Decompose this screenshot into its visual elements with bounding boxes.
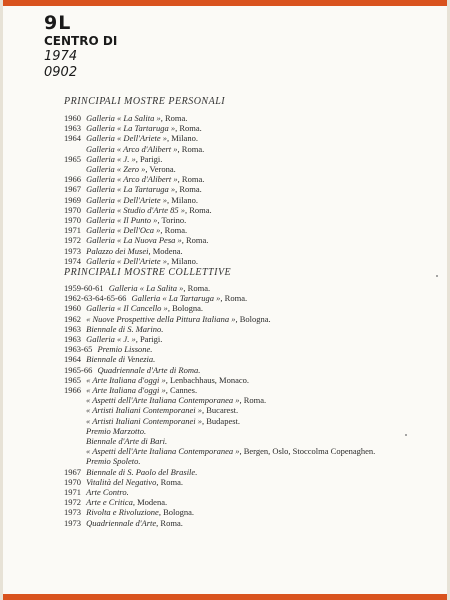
entry-year: 1970	[64, 204, 81, 215]
entry-venue: Arte e Critica	[86, 497, 133, 508]
exhibition-entry	[64, 113, 212, 123]
exhibition-entry	[64, 426, 375, 436]
entry-venue: Galleria « La Tartaruga »	[86, 184, 176, 195]
exhibition-entry	[64, 164, 212, 174]
entry-venue: Vitalità del Negativo	[86, 476, 157, 487]
entry-city: , Verona.	[145, 164, 176, 175]
exhibition-entry	[64, 518, 375, 528]
entry-city: , Milano.	[167, 255, 198, 266]
exhibition-entry	[64, 395, 375, 405]
entry-city: , Roma.	[160, 113, 188, 123]
exhibition-entry	[64, 497, 375, 507]
exhibition-entry	[64, 334, 375, 344]
entry-city: , Torino.	[157, 215, 187, 226]
entry-city: , Roma.	[175, 123, 202, 134]
entry-venue: Premio Spoleto.	[86, 456, 141, 467]
exhibition-entry	[64, 385, 375, 395]
entry-city: , Roma.	[177, 174, 205, 185]
entry-year: 1973	[64, 245, 81, 256]
entry-city: , Roma.	[220, 293, 248, 304]
entry-city: , Bucarest.	[202, 405, 239, 416]
entry-city: , Roma.	[156, 476, 184, 487]
exhibition-entry	[64, 324, 375, 334]
entry-year: 1971	[64, 487, 81, 498]
entry-venue: Arte Contro.	[86, 487, 129, 498]
collective-heading: PRINCIPALI MOSTRE COLLETTIVE	[64, 267, 232, 278]
entry-city: , Milano.	[167, 194, 198, 205]
entry-venue: Galleria « La Salita »	[108, 283, 184, 293]
entry-city: , Modena.	[148, 245, 183, 256]
exhibition-entry	[64, 375, 375, 385]
entry-venue: Galleria « La Tartaruga »	[86, 123, 176, 134]
entry-city: , Roma.	[156, 517, 183, 528]
entry-year: 1963	[64, 334, 81, 345]
exhibition-entry	[64, 507, 375, 517]
entry-venue: Rivolta e Rivoluzione	[86, 507, 159, 518]
annotation-centro: CENTRO DI	[44, 34, 118, 48]
exhibition-entry	[64, 195, 212, 205]
entry-year: 1963	[64, 123, 81, 134]
entry-year: 1970	[64, 215, 81, 226]
entry-venue: Biennale di S. Marino.	[86, 323, 164, 334]
entry-city: , Bologna.	[167, 303, 203, 314]
exhibition-entry	[64, 446, 375, 456]
handwritten-annotation	[44, 14, 117, 82]
exhibition-entry	[64, 467, 375, 477]
entry-year: 1960	[64, 303, 81, 314]
entry-venue: Galleria « Arco d'Alibert »	[86, 143, 178, 154]
entry-venue: Galleria « Dell'Oca »	[86, 225, 161, 236]
exhibition-entry	[64, 225, 212, 235]
annotation-number: 0902	[44, 65, 78, 80]
entry-year: 1966	[64, 174, 81, 185]
collective-exhibitions-list	[64, 283, 375, 528]
entry-year: 1973	[64, 507, 81, 518]
entry-year: 1964	[64, 354, 81, 365]
speck	[405, 434, 407, 436]
entry-venue: « Aspetti dell'Arte Italiana Contemporanea »	[86, 446, 240, 457]
exhibition-entry	[64, 365, 375, 375]
exhibition-entry	[64, 184, 212, 194]
entry-city: , Roma.	[239, 395, 267, 406]
entry-city: , Bergen, Oslo, Stoccolma Copenaghen.	[239, 446, 376, 457]
entry-venue: Galleria « J. »	[86, 153, 136, 164]
entry-city: , Roma.	[177, 143, 205, 154]
entry-venue: Galleria « Zero »	[86, 164, 146, 175]
exhibition-entry	[64, 405, 375, 415]
personal-exhibitions-list	[64, 113, 212, 266]
entry-year: 1966	[64, 385, 81, 396]
entry-city: , Milano.	[167, 133, 198, 144]
entry-city: , Parigi.	[135, 334, 163, 345]
exhibition-entry	[64, 314, 375, 324]
entry-venue: Biennale di S. Paolo del Brasile.	[86, 466, 198, 477]
entry-year: 1963-65	[64, 344, 93, 355]
entry-year: 1967	[64, 466, 81, 477]
entry-venue: Galleria « J. »	[86, 334, 136, 345]
entry-venue: Quadriennale d'Arte di Roma.	[97, 364, 201, 375]
entry-city: , Modena.	[132, 497, 168, 508]
entry-year: 1960	[64, 113, 81, 123]
entry-venue: Galleria « Il Punto »	[86, 215, 158, 226]
entry-venue: « Arte Italiana d'oggi »	[86, 374, 166, 385]
exhibition-entry	[64, 436, 375, 446]
exhibition-entry	[64, 246, 212, 256]
entry-year: 1972	[64, 235, 81, 246]
entry-city: , Bologna.	[235, 313, 271, 324]
exhibition-entry	[64, 235, 212, 245]
exhibition-entry	[64, 487, 375, 497]
entry-venue: Galleria « Il Cancello »	[86, 303, 168, 314]
bottom-edge	[0, 594, 450, 600]
entry-city: , Budapest.	[202, 415, 241, 426]
entry-year: 1971	[64, 225, 81, 236]
exhibition-entry	[64, 256, 212, 266]
exhibition-entry	[64, 456, 375, 466]
entry-venue: « Artisti Italiani Contemporanei »	[86, 405, 203, 416]
entry-venue: Galleria « Dell'Ariete »	[86, 133, 168, 144]
entry-year: 1959-60-61	[64, 283, 104, 293]
entry-year: 1965-66	[64, 364, 93, 375]
exhibition-entry	[64, 123, 212, 133]
exhibition-entry	[64, 174, 212, 184]
exhibition-entry	[64, 344, 375, 354]
entry-venue: Galleria « Dell'Ariete »	[86, 255, 168, 266]
entry-city: , Roma.	[184, 204, 212, 215]
entry-city: , Lenbachhaus, Monaco.	[165, 374, 250, 385]
entry-year: 1973	[64, 517, 81, 528]
entry-year: 1969	[64, 194, 81, 205]
annotation-year: 1974	[44, 49, 78, 64]
entry-venue: Galleria « La Tartaruga »	[131, 293, 221, 304]
entry-venue: Quadriennale d'Arte	[86, 517, 157, 528]
exhibition-entry	[64, 477, 375, 487]
entry-city: , Roma.	[181, 235, 209, 246]
entry-city: , Roma.	[160, 225, 188, 236]
entry-year: 1965	[64, 374, 81, 385]
entry-venue: Galleria « La Salita »	[86, 113, 161, 123]
exhibition-entry	[64, 283, 375, 293]
entry-venue: Galleria « Arco d'Alibert »	[86, 174, 178, 185]
exhibition-entry	[64, 133, 212, 143]
entry-city: , Parigi.	[135, 153, 163, 164]
entry-venue: « Artisti Italiani Contemporanei »	[86, 415, 203, 426]
entry-year: 1965	[64, 153, 81, 164]
entry-year: 1970	[64, 476, 81, 487]
exhibition-entry	[64, 303, 375, 313]
exhibition-entry	[64, 205, 212, 215]
entry-year: 1972	[64, 497, 81, 508]
entry-year: 1962-63-64-65-66	[64, 293, 127, 304]
entry-city: , Cannes.	[165, 385, 198, 396]
entry-venue: Premio Marzotto.	[86, 425, 147, 436]
entry-venue: Galleria « Studio d'Arte 85 »	[86, 204, 185, 215]
personal-heading: PRINCIPALI MOSTRE PERSONALI	[64, 96, 226, 107]
left-edge	[0, 0, 3, 600]
entry-city: , Roma.	[183, 283, 211, 293]
entry-venue: « Aspetti dell'Arte Italiana Contemporanea »	[86, 395, 240, 406]
entry-city: , Roma.	[175, 184, 202, 195]
entry-venue: Biennale d'Arte di Bari.	[86, 436, 168, 447]
speck	[436, 275, 438, 277]
entry-year: 1967	[64, 184, 81, 195]
entry-venue: « Nuove Prospettive della Pittura Italiana »	[86, 313, 236, 324]
exhibition-entry	[64, 215, 212, 225]
exhibition-entry	[64, 354, 375, 364]
entry-venue: « Arte Italiana d'oggi »	[86, 385, 166, 396]
exhibition-entry	[64, 154, 212, 164]
exhibition-entry	[64, 293, 375, 303]
entry-venue: Premio Lissone.	[97, 344, 153, 355]
entry-year: 1963	[64, 323, 81, 334]
entry-venue: Galleria « La Nuova Pesa »	[86, 235, 182, 246]
entry-venue: Palazzo dei Musei	[86, 245, 149, 256]
entry-venue: Galleria « Dell'Ariete »	[86, 194, 168, 205]
exhibition-entry	[64, 416, 375, 426]
top-edge	[0, 0, 450, 6]
exhibition-entry	[64, 144, 212, 154]
entry-year: 1964	[64, 133, 81, 144]
entry-venue: Biennale di Venezia.	[86, 354, 156, 365]
entry-year: 1962	[64, 313, 81, 324]
annotation-code: 9L	[44, 12, 72, 34]
entry-year: 1974	[64, 255, 81, 266]
entry-city: , Bologna.	[158, 507, 195, 518]
